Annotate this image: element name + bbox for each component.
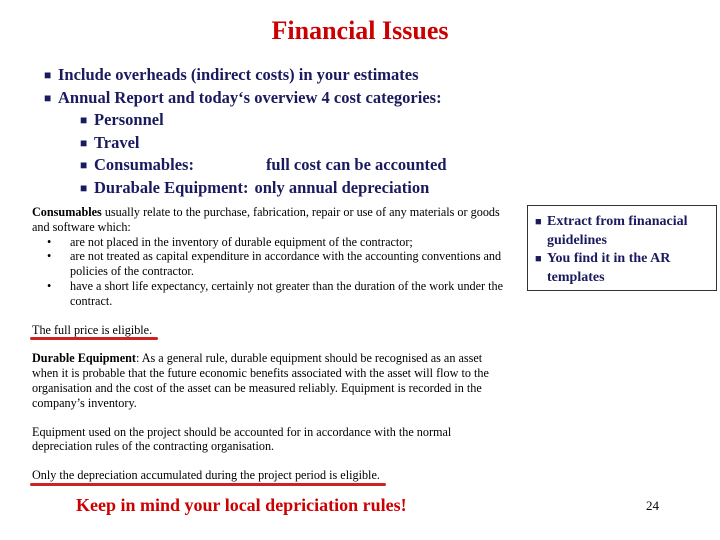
consumables-term: Consumables: [32, 205, 102, 219]
square-bullet-icon: ■: [80, 113, 88, 127]
square-bullet-icon: ■: [80, 180, 88, 195]
square-bullet-icon: ■: [44, 90, 52, 105]
full-price-note: The full price is eligible.: [32, 323, 507, 338]
consumables-list: [32, 235, 507, 309]
slide-title: Financial Issues: [271, 16, 449, 45]
square-bullet-icon: ■: [535, 216, 542, 228]
consumables-intro: usually relate to the purchase, fabrication, repair or use of any materials or goods and software which:: [32, 205, 500, 234]
callout-item: ■ Extract from finanacial guidelines: [535, 214, 688, 248]
callout-box: [527, 205, 717, 291]
durable-paragraph: Durable Equipment: As a general rule, durable equipment should be recognised as an asset when it is probable that the future economic benefits associated with the asset will flow to the organisation and the cost of the asset can be measured reliably. Equipment is recorded in the company’s inventory.: [32, 351, 489, 410]
bullet-item: [44, 87, 447, 110]
sub-bullet-label: Consumables:: [94, 155, 194, 174]
reminder-text: Keep in mind your local depriciation rules!: [76, 495, 407, 515]
depreciation-note: Only the depreciation accumulated during the project period is eligible.: [32, 468, 507, 483]
sub-bullet-note: full cost can be accounted: [265, 155, 447, 174]
bullet-text: Annual Report and today‘s overview 4 cost categories:: [58, 87, 442, 107]
guidelines-excerpt: [32, 205, 507, 483]
square-bullet-icon: ■: [80, 135, 88, 150]
page-number: 24: [646, 498, 659, 513]
sub-bullet-label: Travel: [94, 132, 140, 152]
bullet-list: [44, 64, 447, 199]
square-bullet-icon: ■: [44, 68, 52, 82]
consumables-paragraph: [32, 205, 507, 235]
red-underline: [30, 483, 386, 486]
sub-bullet-item: [44, 109, 447, 132]
bullet-text: Include overheads (indirect costs) in your estimates: [58, 65, 419, 84]
red-underline: [30, 337, 158, 340]
list-item: • have a short life expectancy, certainly not greater than the duration of the work under the contract.: [47, 278, 504, 308]
durable-term: Durable Equipment: [32, 351, 136, 366]
sub-bullet-label: Durabale Equipment:: [94, 177, 249, 197]
sub-bullet-note: only annual depreciation: [254, 177, 430, 197]
sub-bullet-label: Personnel: [94, 110, 164, 129]
sub-bullet-item: [44, 132, 447, 155]
sub-bullet-item: [44, 154, 447, 177]
square-bullet-icon: ■: [535, 253, 542, 265]
square-bullet-icon: ■: [80, 158, 88, 172]
project-equipment-paragraph: Equipment used on the project should be accounted for in accordance with the normal depreciation rules of the contracting organisation.: [32, 424, 452, 454]
list-item: • are not treated as capital expenditure in accordance with the accounting conventions and policies of the contractor.: [47, 249, 502, 279]
bullet-item: [44, 64, 447, 87]
callout-item: ■ You find it in the AR templates: [535, 251, 671, 285]
sub-bullet-item: [44, 177, 447, 200]
list-item: • are not placed in the inventory of durable equipment of the contractor;: [47, 234, 413, 249]
